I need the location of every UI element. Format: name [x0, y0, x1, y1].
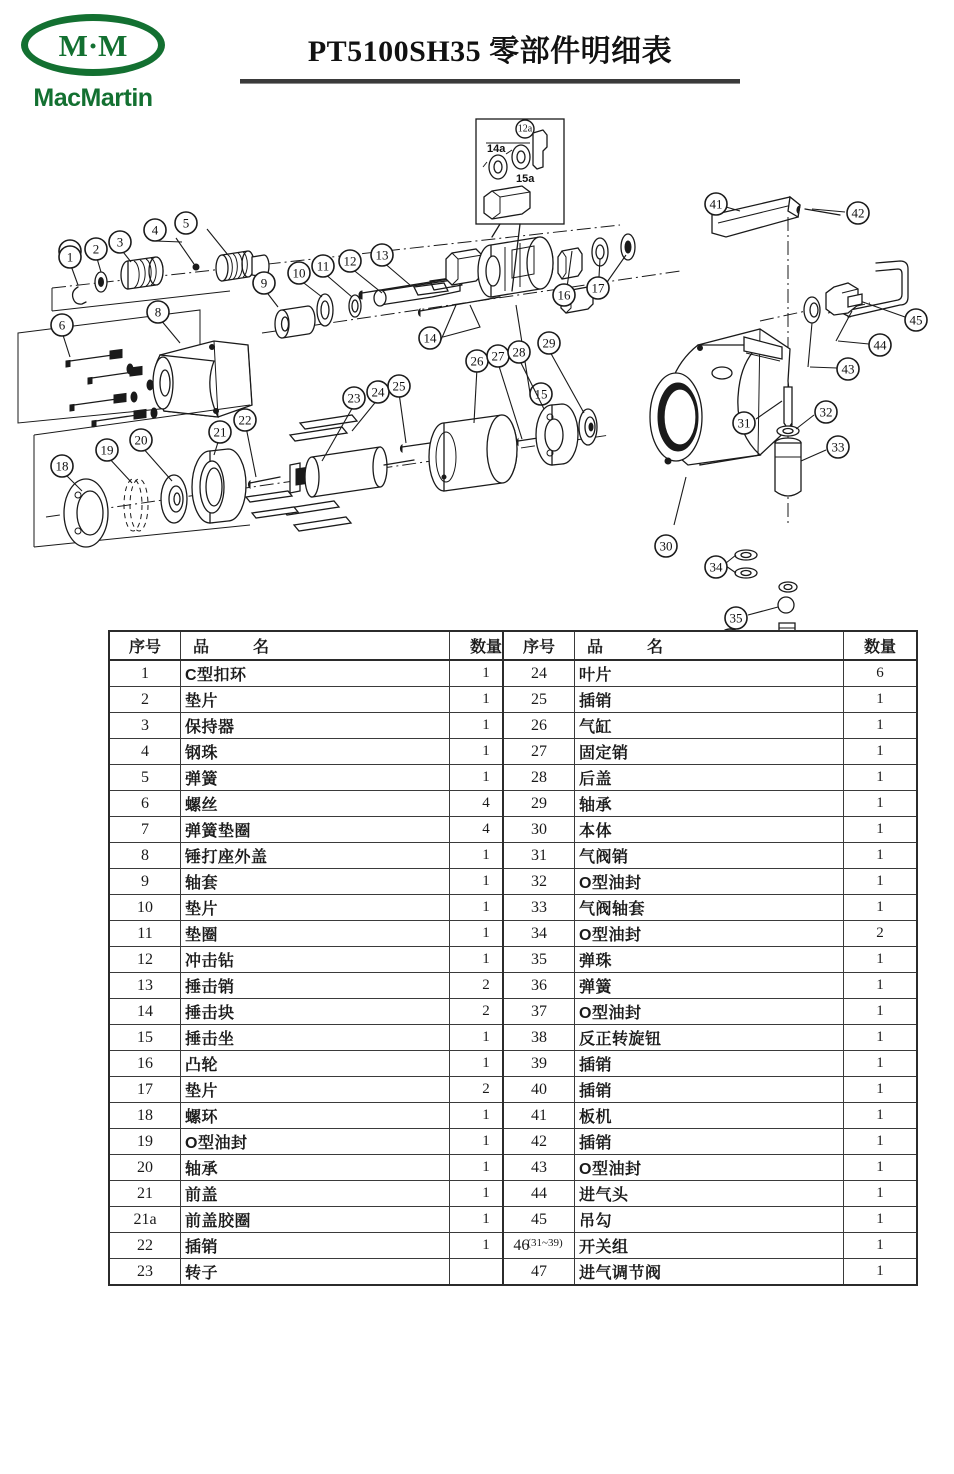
svg-text:30: 30	[659, 538, 673, 554]
table-row	[503, 1103, 917, 1129]
cell-part-no: 28	[503, 765, 575, 791]
cell-part-name: 垫圈	[181, 921, 450, 947]
table-row	[503, 973, 917, 999]
cell-part-no: 4	[109, 739, 181, 765]
table-row	[503, 1181, 917, 1207]
cell-part-no: 29	[503, 791, 575, 817]
cell-quantity: 1	[844, 895, 918, 921]
cell-part-no: 31	[503, 843, 575, 869]
cell-part-name: 冲击钻	[181, 947, 450, 973]
svg-text:11: 11	[316, 258, 330, 274]
svg-text:18: 18	[55, 458, 69, 474]
svg-text:33: 33	[831, 439, 845, 455]
column-header-qty: 数量	[844, 631, 918, 660]
cell-quantity: 2	[450, 973, 524, 999]
table-row	[503, 843, 917, 869]
cell-part-name: 垫片	[181, 687, 450, 713]
cell-quantity: 1	[844, 1207, 918, 1233]
cell-part-no: 6	[109, 791, 181, 817]
cell-quantity: 1	[450, 739, 524, 765]
svg-text:4: 4	[151, 222, 159, 238]
cell-part-no: 9	[109, 869, 181, 895]
svg-text:27: 27	[491, 348, 505, 364]
cell-quantity: 1	[844, 713, 918, 739]
table-row	[109, 791, 523, 817]
table-row	[109, 713, 523, 739]
table-row	[503, 791, 917, 817]
logo-monogram: M·M	[58, 27, 128, 63]
table-row	[109, 1025, 523, 1051]
table-row	[109, 921, 523, 947]
cell-part-no: 47	[503, 1259, 575, 1286]
cell-part-name: 捶击坐	[181, 1025, 450, 1051]
cell-part-name: 螺环	[181, 1103, 450, 1129]
cell-quantity: 1	[844, 1103, 918, 1129]
table-header-row	[109, 631, 523, 660]
svg-text:29: 29	[542, 335, 556, 351]
cell-quantity: 1	[450, 843, 524, 869]
cell-quantity: 1	[844, 843, 918, 869]
cell-quantity: 1	[450, 765, 524, 791]
cell-part-no: 43	[503, 1155, 575, 1181]
cell-part-name: 凸轮	[181, 1051, 450, 1077]
cell-part-name: 固定销	[575, 739, 844, 765]
cell-part-no: 37	[503, 999, 575, 1025]
cell-quantity: 1	[450, 713, 524, 739]
table-row	[109, 895, 523, 921]
cell-part-name: 转子	[181, 1259, 450, 1286]
cell-part-name: 插销	[575, 1129, 844, 1155]
cell-part-name: 开关组	[575, 1233, 844, 1259]
cell-part-name: 垫片	[181, 1077, 450, 1103]
table-row	[109, 1103, 523, 1129]
table-row	[109, 765, 523, 791]
callout-group-upper-left	[59, 212, 197, 268]
cell-quantity: 2	[844, 921, 918, 947]
svg-text:44: 44	[873, 337, 887, 353]
cell-part-name: 弹簧	[575, 973, 844, 999]
svg-text:8: 8	[154, 304, 162, 320]
cell-quantity: 1	[844, 1077, 918, 1103]
table-row	[109, 1207, 523, 1233]
cell-part-no: 45	[503, 1207, 575, 1233]
svg-text:12: 12	[343, 253, 357, 269]
table-row	[503, 687, 917, 713]
column-header-no: 序号	[109, 631, 181, 660]
svg-text:6: 6	[58, 317, 66, 333]
logo-wordmark: MacMartin	[33, 84, 153, 112]
parts-table-right	[502, 630, 918, 1286]
table-row	[109, 843, 523, 869]
cell-quantity: 1	[844, 869, 918, 895]
cell-quantity: 1	[844, 817, 918, 843]
cell-part-no: 23	[109, 1259, 181, 1286]
cell-quantity: 1	[450, 1025, 524, 1051]
cell-quantity: 1	[844, 687, 918, 713]
table-row	[503, 765, 917, 791]
cell-quantity: 1	[450, 1129, 524, 1155]
cell-part-no: 16	[109, 1051, 181, 1077]
svg-text:14a: 14a	[487, 143, 506, 155]
table-row	[503, 1025, 917, 1051]
svg-text:23: 23	[347, 390, 361, 406]
cell-part-name: 插销	[575, 687, 844, 713]
diagram-canvas	[0, 105, 954, 625]
table-row	[109, 999, 523, 1025]
cell-part-name: O型油封	[575, 1155, 844, 1181]
cell-part-name: O型油封	[181, 1129, 450, 1155]
cell-quantity: 1	[450, 1155, 524, 1181]
cell-quantity: 6	[844, 660, 918, 687]
cell-quantity: 1	[844, 765, 918, 791]
svg-text:35: 35	[729, 610, 743, 626]
cell-part-no: 36	[503, 973, 575, 999]
svg-text:32: 32	[819, 404, 833, 420]
svg-text:43: 43	[841, 361, 855, 377]
cell-quantity: 4	[450, 791, 524, 817]
cell-part-name: 气阀销	[575, 843, 844, 869]
cell-part-no: 41	[503, 1103, 575, 1129]
svg-text:41: 41	[709, 196, 723, 212]
cell-part-no: 44	[503, 1181, 575, 1207]
cell-part-name: O型油封	[575, 921, 844, 947]
svg-text:21: 21	[213, 424, 227, 440]
table-row	[503, 921, 917, 947]
column-header-name: 品 名	[575, 631, 844, 660]
cell-part-no: 19	[109, 1129, 181, 1155]
cell-part-name: 本体	[575, 817, 844, 843]
cell-part-name: 前盖	[181, 1181, 450, 1207]
table-row	[109, 973, 523, 999]
table-row	[503, 1155, 917, 1181]
cell-part-no: 13	[109, 973, 181, 999]
table-row	[503, 1051, 917, 1077]
cell-part-name: 气阀轴套	[575, 895, 844, 921]
cell-part-name: O型油封	[575, 999, 844, 1025]
table-row	[503, 869, 917, 895]
svg-text:9: 9	[260, 275, 268, 291]
cell-quantity: 1	[450, 687, 524, 713]
cell-quantity: 2	[450, 999, 524, 1025]
svg-text:31: 31	[737, 415, 751, 431]
cell-quantity: 4	[450, 817, 524, 843]
cell-part-name: 保持器	[181, 713, 450, 739]
svg-text:15a: 15a	[516, 173, 535, 185]
table-row	[109, 1129, 523, 1155]
cell-quantity: 1	[844, 1259, 918, 1286]
cell-quantity: 1	[450, 1233, 524, 1259]
cell-part-name: C型扣环	[181, 660, 450, 687]
cell-part-no: 14	[109, 999, 181, 1025]
cell-quantity: 1	[450, 869, 524, 895]
table-row	[109, 1155, 523, 1181]
title-divider	[240, 79, 740, 84]
cell-part-name: 进气头	[575, 1181, 844, 1207]
cell-quantity: 1	[844, 1155, 918, 1181]
cell-part-no: 10	[109, 895, 181, 921]
logo-oval-icon	[21, 14, 165, 76]
svg-text:3: 3	[116, 234, 124, 250]
svg-text:42: 42	[851, 205, 865, 221]
cell-quantity: 1	[844, 1051, 918, 1077]
cell-quantity: 1	[844, 947, 918, 973]
svg-text:20: 20	[134, 432, 148, 448]
cell-part-name: 轴承	[575, 791, 844, 817]
table-row	[109, 739, 523, 765]
svg-text:12a: 12a	[517, 123, 533, 135]
column-header-name: 品 名	[181, 631, 450, 660]
cell-part-no: 39	[503, 1051, 575, 1077]
cell-part-no: $46^{(31\sim 39)}$	[503, 1233, 575, 1259]
svg-text:34: 34	[709, 559, 723, 575]
svg-text:45: 45	[909, 312, 923, 328]
cell-part-name: 轴套	[181, 869, 450, 895]
table-row	[109, 1181, 523, 1207]
cell-part-no: 34	[503, 921, 575, 947]
cell-part-no: 8	[109, 843, 181, 869]
cell-part-no: 3	[109, 713, 181, 739]
cell-quantity: 1	[844, 1233, 918, 1259]
cell-part-no: 12	[109, 947, 181, 973]
table-row	[109, 947, 523, 973]
svg-text:2: 2	[92, 241, 100, 257]
cell-part-no: 22	[109, 1233, 181, 1259]
column-header-no: 序号	[503, 631, 575, 660]
cell-part-name: 反正转旋钮	[575, 1025, 844, 1051]
cell-part-no: 33	[503, 895, 575, 921]
svg-text:15: 15	[534, 386, 548, 402]
svg-text:28: 28	[512, 344, 526, 360]
table-row	[109, 869, 523, 895]
svg-text:1: 1	[66, 249, 74, 265]
table-row	[109, 1077, 523, 1103]
svg-text:26: 26	[470, 353, 484, 369]
cell-part-no: 18	[109, 1103, 181, 1129]
parts-table-left-body	[109, 660, 523, 1285]
cell-part-name: 轴承	[181, 1155, 450, 1181]
table-row	[109, 687, 523, 713]
cell-part-name: 弹珠	[575, 947, 844, 973]
cell-part-no: 21a	[109, 1207, 181, 1233]
column-header-qty: 数量	[450, 631, 524, 660]
table-row	[109, 660, 523, 687]
table-row	[109, 1233, 523, 1259]
cell-part-name: 插销	[575, 1051, 844, 1077]
cell-part-no: 38	[503, 1025, 575, 1051]
cell-part-no: 2	[109, 687, 181, 713]
cell-quantity: 1	[450, 895, 524, 921]
svg-text:22: 22	[238, 412, 252, 428]
cell-part-no: 40	[503, 1077, 575, 1103]
cell-part-name: 钢珠	[181, 739, 450, 765]
cell-part-no: 20	[109, 1155, 181, 1181]
cell-part-name: 插销	[575, 1077, 844, 1103]
cell-part-no: 24	[503, 660, 575, 687]
table-row	[503, 1259, 917, 1286]
title-block	[240, 26, 740, 84]
svg-text:19: 19	[100, 442, 114, 458]
cell-quantity: 1	[450, 660, 524, 687]
table-row	[503, 713, 917, 739]
table-row	[503, 947, 917, 973]
cell-quantity: 1	[844, 739, 918, 765]
cell-part-name: 螺丝	[181, 791, 450, 817]
cell-part-no: 7	[109, 817, 181, 843]
cell-quantity: 1	[844, 1129, 918, 1155]
cell-part-no: 27	[503, 739, 575, 765]
parts-table-right-body	[503, 660, 917, 1285]
cell-quantity: 2	[450, 1077, 524, 1103]
table-row	[503, 1233, 917, 1259]
table-row	[109, 1051, 523, 1077]
cell-quantity: 1	[844, 1181, 918, 1207]
cell-part-name: 吊勾	[575, 1207, 844, 1233]
table-row	[503, 1207, 917, 1233]
svg-text:17: 17	[591, 280, 605, 296]
cell-part-name: 前盖胶圈	[181, 1207, 450, 1233]
svg-text:16: 16	[557, 287, 571, 303]
cell-part-name: O型油封	[575, 869, 844, 895]
cell-part-name: 锤打座外盖	[181, 843, 450, 869]
cell-quantity: 1	[844, 999, 918, 1025]
cell-part-no: 25	[503, 687, 575, 713]
cell-part-no: 35	[503, 947, 575, 973]
cell-quantity: 1	[450, 1103, 524, 1129]
cell-part-name: 进气调节阀	[575, 1259, 844, 1286]
cell-part-no: 11	[109, 921, 181, 947]
table-row	[109, 1259, 523, 1286]
table-row	[503, 1129, 917, 1155]
svg-text:24: 24	[371, 384, 385, 400]
svg-text:10: 10	[292, 265, 306, 281]
cell-quantity: 1	[844, 973, 918, 999]
page-title: PT5100SH35 零部件明细表	[307, 35, 673, 68]
cell-part-no: 5	[109, 765, 181, 791]
svg-text:14: 14	[423, 330, 437, 346]
cell-quantity: 1	[450, 921, 524, 947]
cell-part-name: 叶片	[575, 660, 844, 687]
cell-quantity: 1	[844, 1025, 918, 1051]
exploded-parts-diagram	[0, 105, 954, 625]
cell-part-name: 后盖	[575, 765, 844, 791]
svg-text:13: 13	[375, 247, 389, 263]
cell-part-name: 捶击块	[181, 999, 450, 1025]
svg-text:25: 25	[392, 378, 406, 394]
cell-part-no: 26	[503, 713, 575, 739]
cell-quantity: 1	[450, 947, 524, 973]
cell-part-name: 弹簧	[181, 765, 450, 791]
cell-part-no: 15	[109, 1025, 181, 1051]
cell-part-no: 17	[109, 1077, 181, 1103]
cell-part-name: 捶击销	[181, 973, 450, 999]
cell-part-name: 弹簧垫圈	[181, 817, 450, 843]
svg-text:5: 5	[182, 215, 190, 231]
cell-part-name: 板机	[575, 1103, 844, 1129]
table-row	[503, 739, 917, 765]
cell-quantity: 1	[450, 1181, 524, 1207]
cell-part-no: 30	[503, 817, 575, 843]
cell-quantity: 1	[450, 1207, 524, 1233]
table-header-row	[503, 631, 917, 660]
cell-part-no: 32	[503, 869, 575, 895]
cell-part-no: 1	[109, 660, 181, 687]
cell-part-name: 垫片	[181, 895, 450, 921]
table-row	[503, 895, 917, 921]
table-row	[503, 1077, 917, 1103]
cell-quantity: 1	[450, 1051, 524, 1077]
table-row	[503, 817, 917, 843]
cell-part-no: 42	[503, 1129, 575, 1155]
cell-part-no: 21	[109, 1181, 181, 1207]
cell-part-name: 插销	[181, 1233, 450, 1259]
table-row	[503, 999, 917, 1025]
table-row	[503, 660, 917, 687]
cell-part-name: 气缸	[575, 713, 844, 739]
parts-table-left	[108, 630, 524, 1286]
table-row	[109, 817, 523, 843]
cell-quantity: 1	[844, 791, 918, 817]
